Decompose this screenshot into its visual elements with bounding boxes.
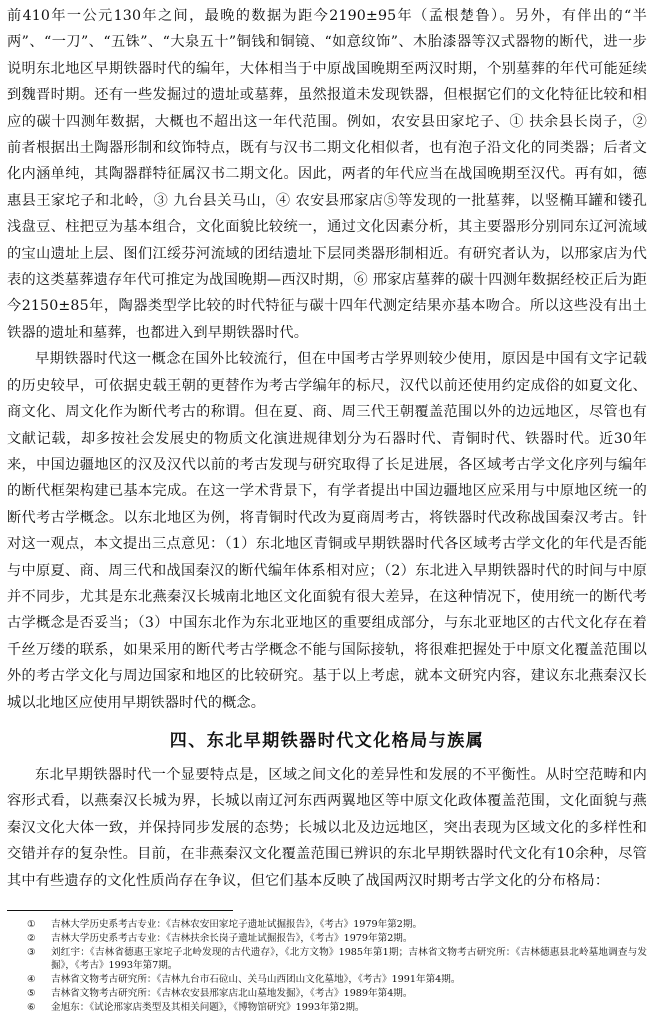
footnote-item: [7, 987, 647, 1001]
footnote-divider: [7, 910, 233, 911]
paragraph-continued: 前410年一公元130年之间，最晚的数据为距今2190±95年（孟根楚鲁）。另外，有伴出的“半两”、“一刀”、“五铢”、“大泉五十”铜钱和铜镜、“如意纹饰”、木胎漆器等汉式器物的断代，进一步说明东北地区早期铁器时代的编年，大体相当于中原战国晚期至两汉时期，个别墓葬的年代可能延续到魏晋时期。还有一些发掘过的遗址或墓葬，虽然报道未发现铁器，但根据它们的文化特征比较和相应的碳十四测年数据，大概也不超出这一年代范围。例如，农安县田家坨子、① 扶余县长岗子，② 前者根据出土陶器形制和纹饰特点，既有与汉书二期文化相似者，也有泡子沿文化的同类器；后者文化内涵单纯，其陶器群特征属汉书二期文化。因此，两者的年代应当在战国晚期至汉代。再有如，德惠县王家坨子和北岭，③ 九台县关马山，④ 农安县邢家店⑤等发现的一批墓葬，以竖椭耳罐和镂孔浅盘豆、柱把豆为基本组合，文化面貌比较统一，通过文化因素分析，其主要器形分别同东辽河流域的宝山遗址上层、图们江绥芬河流域的团结遗址下层同类器形制相近。有研究者认为，以邢家店为代表的这类墓葬遗存年代可推定为战国晚期—西汉时期，⑥ 邢家店墓葬的碳十四测年数据经校正后为距今2150±85年，陶器类型学比较的时代特征与碳十四年代测定结果亦基本吻合。所以这些没有出土铁器的遗址和墓葬，也都进入到早期铁器时代。: [7, 8, 647, 341]
paper-page: [7, 3, 647, 1015]
footnote-mark: ⑤: [27, 987, 36, 999]
footnote-text: 金旭东：《试论邢家店类型及其相关问题》，《博物馆研究》1993年第2期。: [51, 1001, 365, 1013]
body-text: [7, 3, 647, 894]
footnote-mark: ②: [27, 932, 36, 944]
footnote-item: [7, 918, 647, 932]
paragraph-cultural-pattern: 东北早期铁器时代一个显要特点是，区域之间文化的差异性和发展的不平衡性。从时空范畴和内容形式看，以燕秦汉长城为界，长城以南辽河东西两翼地区等中原文化政体覆盖范围，文化面貌与燕秦汉文化大体一致，并保持同步发展的态势；长城以北及边远地区，突出表现为区域文化的多样性和交错并存的复杂性。目前，在非燕秦汉文化覆盖范围已辨识的东北早期铁器时代文化有10余种，尽管其中有些遗存的文化性质尚存在争议，但它们基本反映了战国两汉时期考古学文化的分布格局：: [7, 766, 647, 889]
footnote-mark: ③: [27, 946, 36, 958]
footnote-item: [7, 946, 647, 974]
footnote-text: 吉林省文物考古研究所：《吉林农安县邢家店北山墓地发掘》，《考古》1989年第4期。: [51, 987, 413, 999]
footnote-mark: ④: [27, 974, 36, 986]
footnote-text: 吉林大学历史系考古专业：《吉林扶余长岗子遗址试掘报告》，《考古》1979年第2期。: [51, 932, 413, 944]
footnote-text: 吉林大学历史系考古专业：《吉林农安田家坨子遗址试掘报告》，《考古》1979年第2期。: [51, 919, 423, 930]
footnote-text: 吉林省文物考古研究所：《吉林九台市石砬山、关马山西团山文化墓地》，《考古》1991年第4期。: [51, 974, 461, 986]
footnote-item: [7, 973, 647, 987]
footnote-mark: ⑥: [27, 1001, 36, 1013]
section-heading: 四、东北早期铁器时代文化格局与族属: [169, 730, 485, 751]
footnote-mark: ①: [27, 919, 36, 930]
footnote-item: [7, 1001, 647, 1015]
footnote-text: 刘红宇：《吉林省德惠王家坨子北岭发现的古代遗存》，《北方文物》1985年第1期；吉林省文物考古研究所：《吉林德惠县北岭墓地调查与发掘》，《考古》1993年第7期。: [51, 946, 647, 972]
footnote-item: [7, 932, 647, 946]
paragraph-early-iron-age-concept: 早期铁器时代这一概念在国外比较流行，但在中国考古学界则较少使用，原因是中国有文字记载的历史较早，可依据史载王朝的更替作为考古学编年的标尺，汉代以前还使用约定成俗的如夏文化、商文化、周文化作为断代考古的称谓。但在夏、商、周三代王朝覆盖范围以外的边远地区，尽管也有文献记载，却多按社会发展史的物质文化演进规律划分为石器时代、青铜时代、铁器时代。近30年来，中国边疆地区的汉及汉代以前的考古发现与研究取得了长足进展，各区域考古学文化序列与编年的断代框架构建已基本完成。在这一学术背景下，有学者提出中国边疆地区应采用与中原地区统一的断代考古学概念。以东北地区为例，将青铜时代改为夏商周考古，将铁器时代改称战国秦汉考古。针对这一观点，本文提出三点意见：（1）东北地区青铜或早期铁器时代各区域考古学文化的年代是否能与中原夏、商、周三代和战国秦汉的断代编年体系相对应；（2）东北进入早期铁器时代的时间与中原并不同步，尤其是东北燕秦汉长城南北地区文化面貌有很大差异，在这种情况下，使用统一的断代考古学概念是否妥当；（3）中国东北作为东北亚地区的重要组成部分，与东北亚地区的古代文化存在着千丝万缕的联系，如果采用的断代考古学概念不能与国际接轨，将很难把握处于中原文化覆盖范围以外的考古学文化与周边国家和地区的比较研究。基于以上考虑，就本文研究内容，建议东北燕秦汉长城以北地区应使用早期铁器时代的概念。: [7, 351, 647, 711]
footnotes: [7, 918, 647, 1015]
